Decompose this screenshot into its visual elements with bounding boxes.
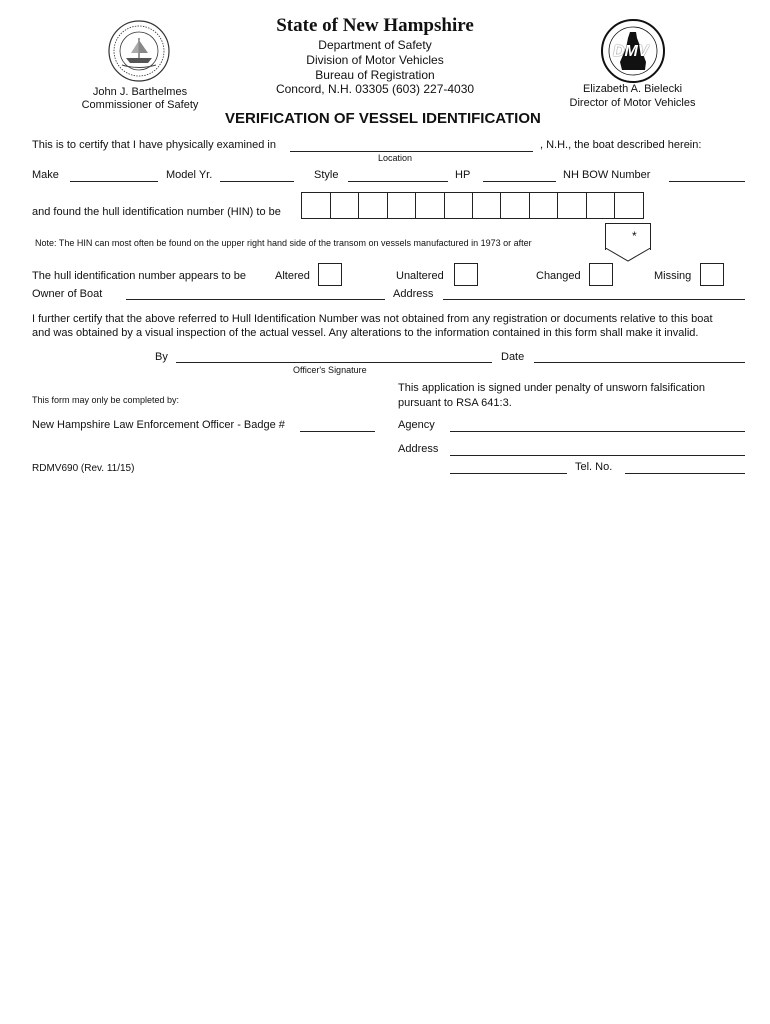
state-seal-icon <box>108 20 170 82</box>
officer-signature-field[interactable] <box>176 362 492 363</box>
bureau: Bureau of Registration <box>315 68 435 82</box>
agency-label: Agency <box>398 419 435 431</box>
certify-text: This is to certify that I have physically examined in <box>32 139 276 151</box>
hp-label: HP <box>455 169 471 181</box>
director-name: Elizabeth A. Bielecki <box>582 83 683 95</box>
officer-signature-label: Officer's Signature <box>293 365 367 375</box>
hin-cell[interactable] <box>358 193 359 218</box>
style-field[interactable] <box>348 181 448 182</box>
hin-cell[interactable] <box>444 193 445 218</box>
tel-field[interactable] <box>625 473 745 474</box>
hin-cell[interactable] <box>500 193 501 218</box>
officer-badge-label: New Hampshire Law Enforcement Officer - Badge # <box>32 419 285 431</box>
hin-appears-label: The hull identification number appears to be <box>32 270 247 282</box>
officer-address-city-field[interactable] <box>450 473 567 474</box>
date-field[interactable] <box>534 362 745 363</box>
commissioner-title: Commissioner of Safety <box>81 99 199 111</box>
nh-bow-label: NH BOW Number <box>563 169 651 181</box>
penalty-line2: pursuant to RSA 641:3. <box>398 397 512 409</box>
owner-address-field[interactable] <box>443 299 745 300</box>
director-title: Director of Motor Vehicles <box>569 97 696 109</box>
model-year-label: Model Yr. <box>166 169 213 181</box>
form-title: VERIFICATION OF VESSEL IDENTIFICATION <box>225 110 541 127</box>
state-title: State of New Hampshire <box>276 15 474 36</box>
make-field[interactable] <box>70 181 158 182</box>
dmv-logo-text: DMV <box>613 43 649 60</box>
form-id: RDMV690 (Rev. 11/15) <box>32 463 135 474</box>
model-year-field[interactable] <box>220 181 294 182</box>
unaltered-checkbox[interactable] <box>454 263 478 286</box>
hp-field[interactable] <box>483 181 556 182</box>
officer-address-label: Address <box>398 443 439 455</box>
hin-note: Note: The HIN can most often be found on the upper right hand side of the transom on vessels manufactured in 1973 or after <box>35 238 532 248</box>
hin-entry-boxes[interactable] <box>301 192 644 219</box>
tel-label: Tel. No. <box>575 461 613 473</box>
address-label: Address <box>393 288 434 300</box>
hin-cell[interactable] <box>330 193 331 218</box>
hin-found-text: and found the hull identification number (HIN) to be <box>32 206 281 218</box>
altered-label: Altered <box>275 270 310 282</box>
agency-address: Concord, N.H. 03305 (603) 227-4030 <box>275 82 475 96</box>
location-label: Location <box>378 153 413 163</box>
changed-label: Changed <box>536 270 581 282</box>
agency-field[interactable] <box>450 431 745 432</box>
department: Department of Safety <box>318 38 432 52</box>
nh-suffix-text: , N.H., the boat described herein: <box>540 139 702 151</box>
officer-address-field[interactable] <box>450 455 745 456</box>
hin-cell[interactable] <box>472 193 473 218</box>
location-field[interactable] <box>290 151 533 152</box>
missing-checkbox[interactable] <box>700 263 724 286</box>
further-certify-line2: and was obtained by a visual inspection of the actual vessel. Any alterations to the information contained in this form shall make it invalid. <box>32 327 699 339</box>
date-label: Date <box>501 351 525 363</box>
penalty-line1: This application is signed under penalty of unsworn falsification <box>398 382 705 394</box>
make-label: Make <box>32 169 59 181</box>
commissioner-name: John J. Barthelmes <box>92 86 188 98</box>
hin-cell[interactable] <box>415 193 416 218</box>
by-label: By <box>155 351 168 363</box>
nh-bow-field[interactable] <box>669 181 745 182</box>
hin-cell[interactable] <box>529 193 530 218</box>
owner-label: Owner of Boat <box>32 288 103 300</box>
hin-cell[interactable] <box>614 193 615 218</box>
badge-field[interactable] <box>300 431 375 432</box>
altered-checkbox[interactable] <box>318 263 342 286</box>
division: Division of Motor Vehicles <box>306 53 444 67</box>
owner-field[interactable] <box>126 299 385 300</box>
style-label: Style <box>314 169 339 181</box>
hin-cell[interactable] <box>387 193 388 218</box>
missing-label: Missing <box>654 270 692 282</box>
hin-cell[interactable] <box>586 193 587 218</box>
hin-cell[interactable] <box>557 193 558 218</box>
hin-pointer-box <box>605 223 651 250</box>
changed-checkbox[interactable] <box>589 263 613 286</box>
unaltered-label: Unaltered <box>396 270 444 282</box>
asterisk-mark: * <box>632 229 637 243</box>
further-certify-line1: I further certify that the above referred to Hull Identification Number was not obtained from any registration or documents relative to this boat <box>32 313 713 325</box>
dmv-logo-icon <box>600 18 666 84</box>
hin-pointer-tip <box>605 248 651 262</box>
completed-by-text: This form may only be completed by: <box>32 395 180 405</box>
